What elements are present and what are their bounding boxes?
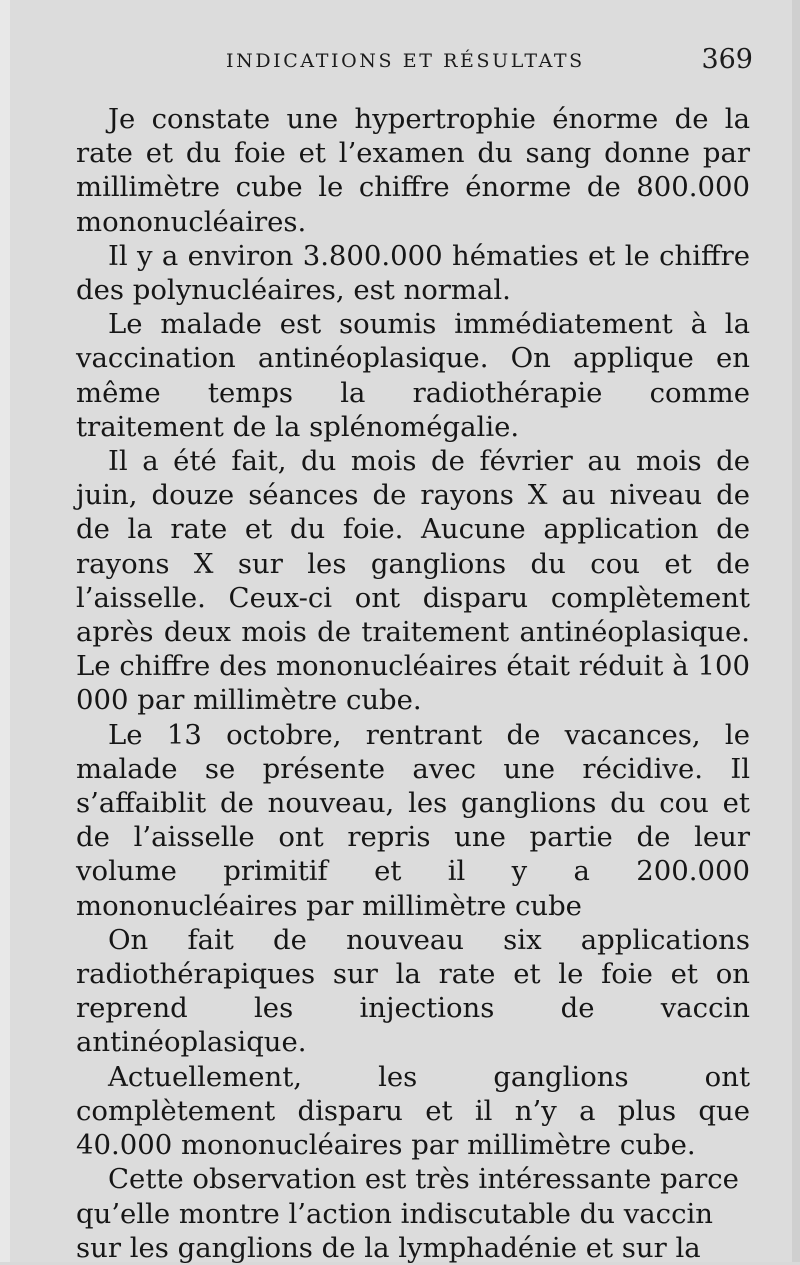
page-left-edge xyxy=(0,0,10,1262)
page-header xyxy=(75,44,755,84)
paragraph: On fait de nouveau six applications radiothérapiques sur la rate et le foie et on reprend les injections de vaccin antinéoplasique. xyxy=(76,923,750,1059)
body-text xyxy=(76,102,750,1265)
paragraph: Il a été fait, du mois de février au mois de juin, douze séances de rayons X au niveau de de la rate et du foie. Aucune application de rayons X sur les ganglions du cou et de l’aisselle. Ceux-ci ont disparu complètement après deux mois de traitement antinéoplasique. Le chiffre des mononucléaires était réduit à 100 000 par millimètre cube. xyxy=(76,445,750,717)
paragraph: Cette observation est très intéressante parce qu’elle montre l’action indiscutable du vaccin sur les ganglions de la lymphadénie et sur la xyxy=(76,1163,739,1264)
page-right-shadow xyxy=(792,0,800,1262)
paragraph: Actuellement, les ganglions ont complètement disparu et il n’y a plus que 40.000 mononucléaires par millimètre cube. xyxy=(76,1060,750,1162)
running-head: INDICATIONS ET RÉSULTATS xyxy=(226,50,585,72)
paragraph: Le malade est soumis immédiatement à la vaccination antinéoplasique. On applique en même temps la radiothérapie comme traitement de la splénomégalie. xyxy=(76,308,750,443)
paragraph: Il y a environ 3.800.000 hématies et le chiffre des polynucléaires, est normal. xyxy=(76,239,750,307)
page-number: 369 xyxy=(701,44,753,75)
paragraph: Le 13 octobre, rentrant de vacances, le malade se présente avec une récidive. Il s’affaiblit de nouveau, les ganglions du cou et de l’aisselle ont repris une partie de leur volume primitif et il y a 200.000 mononucléaires par millimètre cube xyxy=(76,718,750,922)
paragraph: Je constate une hypertrophie énorme de la rate et du foie et l’examen du sang donne par millimètre cube le chiffre énorme de 800.000 mononucléaires. xyxy=(76,103,750,238)
